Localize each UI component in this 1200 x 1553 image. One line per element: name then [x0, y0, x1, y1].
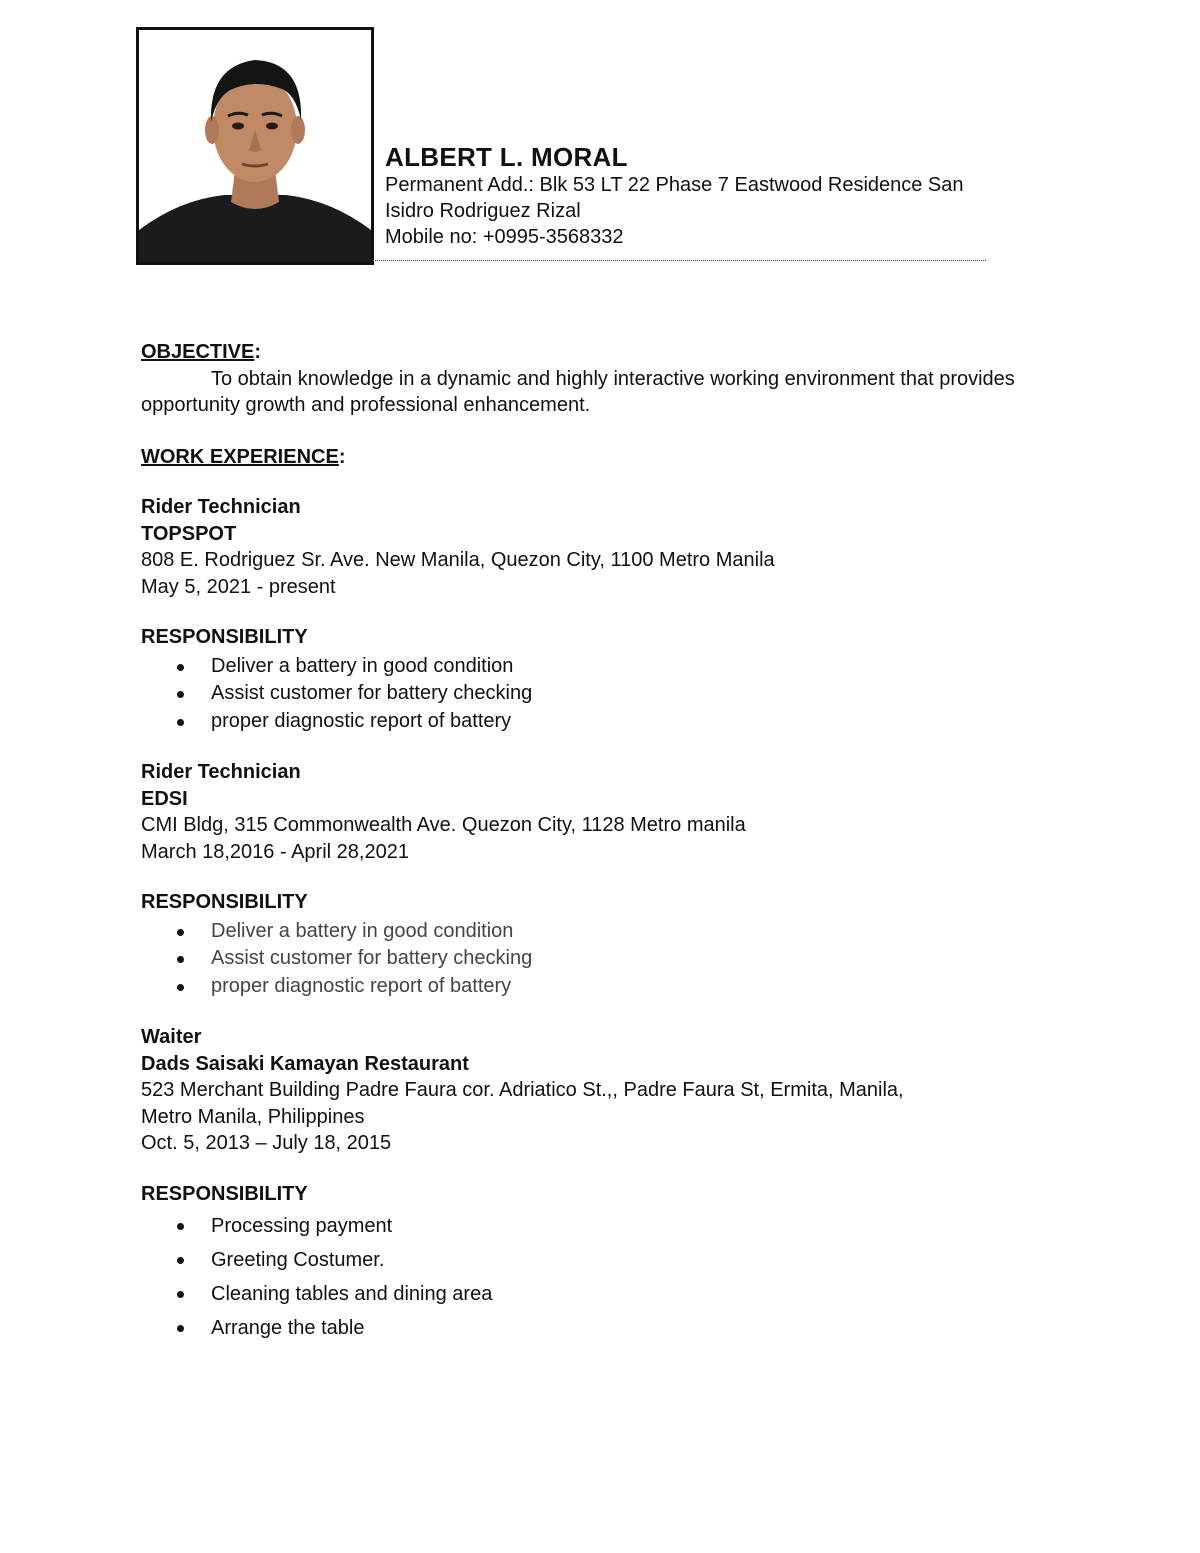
list-item [141, 973, 1041, 1001]
responsibility-heading: RESPONSIBILITY [141, 891, 308, 913]
list-item [141, 653, 1041, 681]
bullet-icon [177, 691, 184, 698]
job-company: TOPSPOT [141, 522, 237, 545]
contact-header [385, 142, 1065, 250]
work-experience-heading-colon: : [338, 445, 346, 468]
work-experience-heading-text: WORK EXPERIENCE [141, 445, 339, 468]
list-item [141, 708, 1041, 736]
list-item [141, 1209, 1041, 1243]
bullet-icon [177, 719, 184, 726]
objective-heading-colon: : [254, 341, 262, 363]
job-dates: Oct. 5, 2013 – July 18, 2015 [141, 1132, 392, 1154]
job-address: CMI Bldg, 315 Commonwealth Ave. Quezon City, 1128 Metro manila [141, 814, 746, 836]
list-item-text: Deliver a battery in good condition [211, 654, 514, 677]
job-title: Waiter [141, 1026, 202, 1048]
job-address-line-2: Metro Manila, Philippines [141, 1105, 365, 1128]
bullet-icon [177, 1223, 184, 1230]
job-dates: March 18,2016 - April 28,2021 [141, 840, 409, 863]
list-item-text: proper diagnostic report of battery [211, 974, 512, 997]
list-item [141, 680, 1041, 708]
list-item-text: Cleaning tables and dining area [211, 1283, 493, 1305]
bullet-icon [177, 664, 184, 671]
job-company: Dads Saisaki Kamayan Restaurant [141, 1052, 469, 1075]
job-entry-dads-saisaki [141, 1024, 1041, 1345]
job-title: Rider Technician [141, 496, 301, 518]
list-item-text: Assist customer for battery checking [211, 682, 533, 704]
list-item [141, 1311, 1041, 1345]
header-divider [372, 260, 986, 261]
bullet-icon [177, 929, 184, 936]
list-item [141, 945, 1041, 973]
bullet-icon [177, 984, 184, 991]
list-item-text: Deliver a battery in good condition [211, 919, 514, 942]
responsibility-heading: RESPONSIBILITY [141, 1182, 308, 1205]
work-experience-heading [141, 444, 1041, 471]
responsibility-heading: RESPONSIBILITY [141, 626, 308, 648]
job-entry-edsi [141, 759, 1041, 1000]
applicant-name: ALBERT L. MORAL [385, 142, 628, 172]
job-address-line-1: 523 Merchant Building Padre Faura cor. Adriatico St.,, Padre Faura St, Ermita, Manila, [141, 1079, 904, 1101]
bullet-icon [177, 1325, 184, 1332]
bullet-icon [177, 956, 184, 963]
address-line-2: Isidro Rodriguez Rizal [385, 200, 581, 222]
bullet-icon [177, 1291, 184, 1298]
responsibility-list [141, 1209, 1041, 1345]
responsibility-list [141, 653, 1041, 736]
objective-heading-text: OBJECTIVE [141, 341, 255, 363]
list-item [141, 1243, 1041, 1277]
list-item-text: Assist customer for battery checking [211, 947, 533, 969]
list-item-text: Processing payment [211, 1215, 393, 1237]
list-item-text: Arrange the table [211, 1317, 365, 1339]
responsibility-list [141, 918, 1041, 1001]
job-entry-topspot [141, 494, 1041, 735]
job-dates: May 5, 2021 - present [141, 575, 336, 598]
objective-text: To obtain knowledge in a dynamic and highly interactive working environment that provides opportunity growth and professional enhancement. [141, 367, 1015, 416]
resume-body [141, 339, 1041, 1345]
job-company: EDSI [141, 787, 188, 810]
list-item [141, 1277, 1041, 1311]
objective-heading [141, 339, 1041, 366]
list-item-text: proper diagnostic report of battery [211, 709, 512, 732]
bullet-icon [177, 1257, 184, 1264]
list-item [141, 918, 1041, 946]
job-title: Rider Technician [141, 761, 301, 783]
list-item-text: Greeting Costumer. [211, 1249, 385, 1271]
person-photo-icon [139, 30, 371, 262]
profile-photo [136, 27, 374, 265]
job-address: 808 E. Rodriguez Sr. Ave. New Manila, Quezon City, 1100 Metro Manila [141, 549, 775, 571]
mobile-number: Mobile no: +0995-3568332 [385, 226, 624, 248]
address-line-1: Permanent Add.: Blk 53 LT 22 Phase 7 Eastwood Residence San [385, 174, 964, 196]
